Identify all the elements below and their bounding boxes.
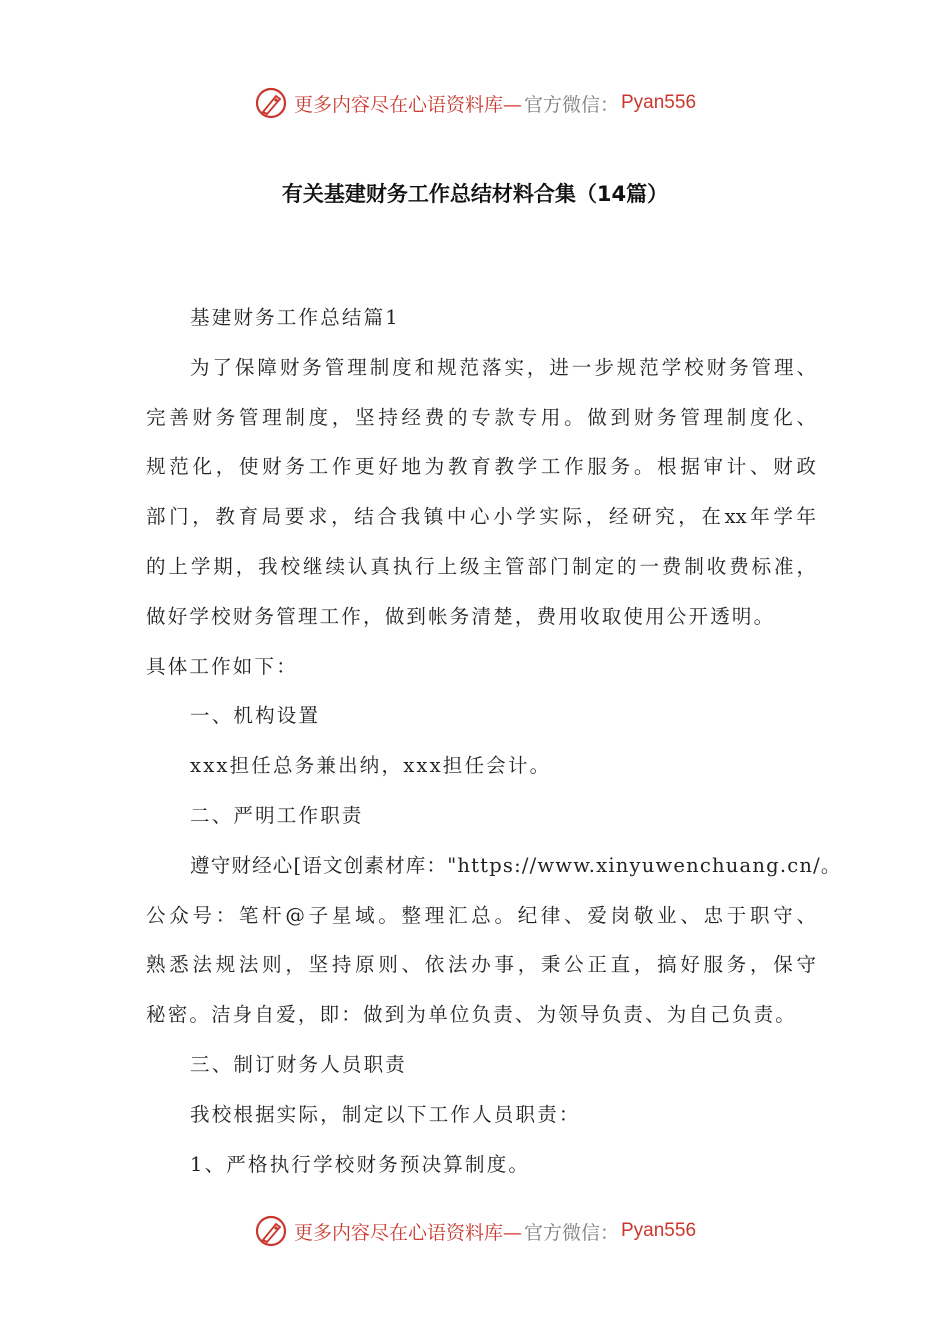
paragraph-line: 熟悉法规法则，坚持原则、依法办事，秉公正直，搞好服务，保守 xyxy=(146,953,816,977)
banner-slogan: 更多内容尽在心语资料库— xyxy=(293,93,522,116)
paragraph-line: 具体工作如下： xyxy=(146,654,298,678)
section-heading: 三、制订财务人员职责 xyxy=(190,1052,408,1076)
paragraph-line: 秘密。洁身自爱，即：做到为单位负责、为领导负责、为自己负责。 xyxy=(146,1003,798,1027)
banner-wechat-id: Pyan556 xyxy=(621,1220,697,1241)
paragraph-line: 的上学期，我校继续认真执行上级主管部门制定的一费制收费标准， xyxy=(146,554,816,578)
paragraph-line: 我校根据实际，制定以下工作人员职责： xyxy=(190,1102,581,1126)
paragraph-line: 为了保障财务管理制度和规范落实，进一步规范学校财务管理、 xyxy=(190,355,816,379)
banner-wechat-id: Pyan556 xyxy=(621,92,697,113)
footer-banner xyxy=(0,1211,950,1251)
paragraph-line: 完善财务管理制度，坚持经费的专款专用。做到财务管理制度化、 xyxy=(146,405,816,429)
header-banner xyxy=(0,83,950,123)
banner-wechat-label: 官方微信： xyxy=(523,93,619,116)
banner-wechat-label: 官方微信： xyxy=(523,1221,619,1244)
paragraph-line: xxx担任总务兼出纳，xxx担任会计。 xyxy=(190,754,552,778)
pen-nib-logo-icon xyxy=(254,86,288,120)
paragraph-line: 公众号：笔杆@子星域。整理汇总。纪律、爱岗敬业、忠于职守、 xyxy=(146,903,816,927)
section-heading: 基建财务工作总结篇1 xyxy=(190,306,400,329)
document-title: 有关基建财务工作总结材料合集（14篇） xyxy=(281,182,669,206)
document-body xyxy=(146,298,842,1194)
paragraph-line: 部门，教育局要求，结合我镇中心小学实际，经研究，在xx年学年 xyxy=(146,505,816,529)
banner-slogan: 更多内容尽在心语资料库— xyxy=(293,1221,522,1244)
paragraph-line: 做好学校财务管理工作，做到帐务清楚，费用收取使用公开透明。 xyxy=(146,604,776,628)
paragraph-line: 规范化，使财务工作更好地为教育教学工作服务。根据审计、财政 xyxy=(146,455,816,479)
section-heading: 二、严明工作职责 xyxy=(190,803,364,827)
section-heading: 一、机构设置 xyxy=(190,704,321,728)
list-item: 1、严格执行学校财务预决算制度。 xyxy=(190,1152,531,1176)
paragraph-line: 遵守财经心[语文创素材库："https://www.xinyuwenchuang.cn/。 xyxy=(190,853,842,877)
pen-nib-logo-icon xyxy=(254,1214,288,1248)
